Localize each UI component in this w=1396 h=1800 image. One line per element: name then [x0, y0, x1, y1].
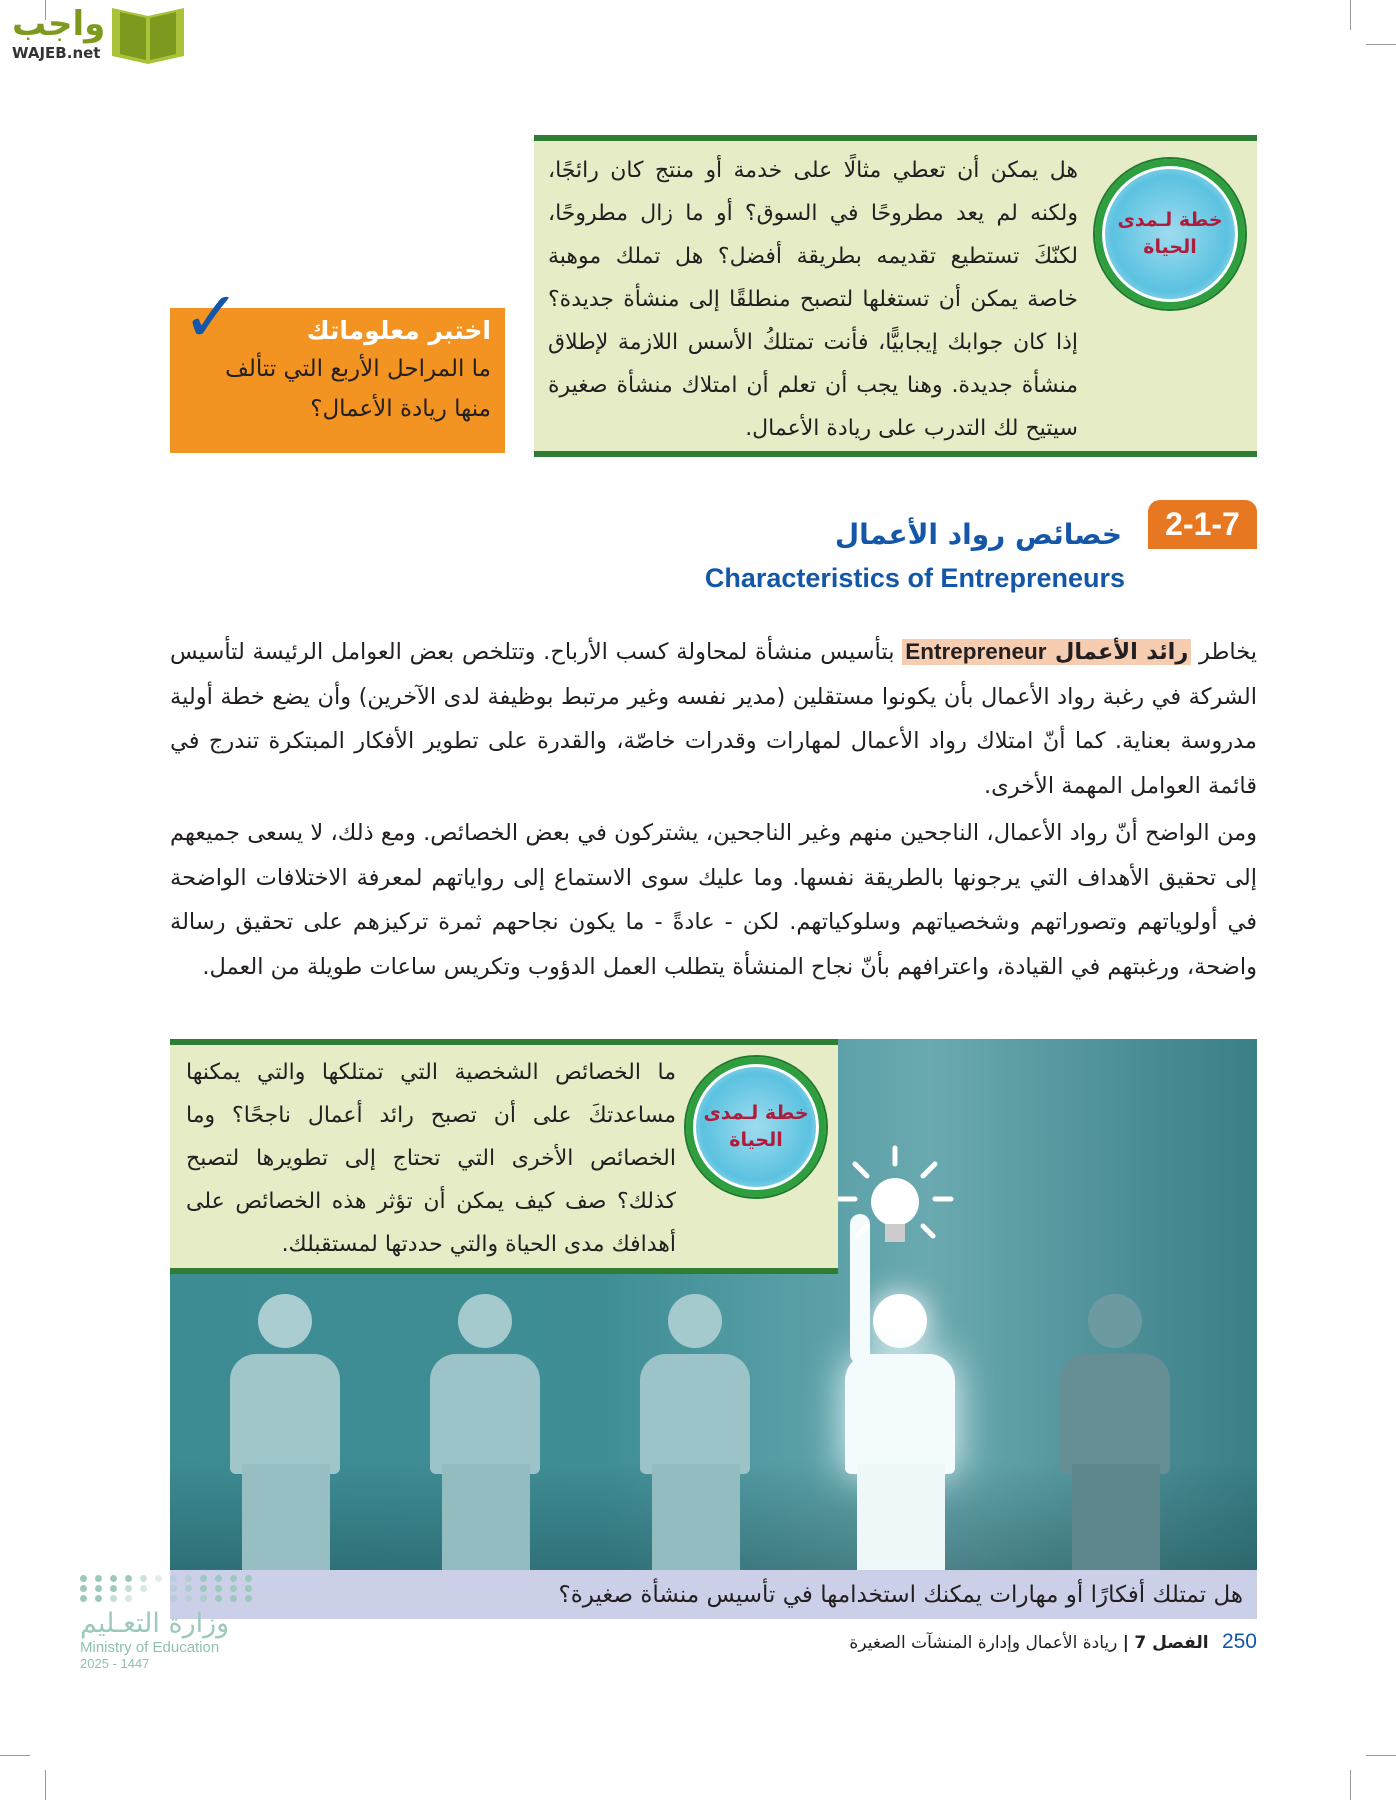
person-figure: [1060, 1294, 1170, 1570]
person-figure: [640, 1294, 750, 1570]
crop-mark: [0, 1755, 30, 1756]
key-term-highlight: [902, 639, 1191, 665]
crop-mark: [1350, 1770, 1351, 1800]
lightbulb-icon: [835, 1144, 955, 1264]
body-paragraph-1: [170, 630, 1257, 808]
badge-line-1: خطة لـمدى: [1117, 209, 1223, 232]
wajeb-logo-english: WAJEB.net: [12, 44, 101, 62]
crop-mark: [1366, 44, 1396, 45]
ministry-year: 2025 - 1447: [80, 1656, 150, 1671]
ministry-name-english: Ministry of Education: [80, 1639, 220, 1656]
book-logo-icon: [108, 6, 188, 64]
lifelong-plan-box-2: [170, 1039, 838, 1274]
ministry-dots-icon: [80, 1575, 255, 1602]
chapter-label: الفصل 7: [1134, 1633, 1209, 1653]
image-caption-question: هل تمتلك أفكارًا أو مهارات يمكنك استخدامها في تأسيس منشأة صغيرة؟: [170, 1570, 1257, 1619]
ministry-of-education-logo: [80, 1575, 255, 1671]
page-number: 250: [1221, 1630, 1257, 1653]
lifelong-plan-text-2: ما الخصائص الشخصية التي تمتلكها والتي يمكنها مساعدتكَ على أن تصبح رائد أعمال ناجحًا؟ وما الخصائص الأخرى التي تحتاج إلى تطويرها لتصبح كذلك؟ صف كيف يمكن أن تؤثر هذه الخصائص على أهدافك مدى الحياة والتي حددتها لمستقبلك.: [186, 1060, 676, 1257]
page-footer: [849, 1630, 1257, 1654]
lifelong-plan-badge: [1095, 159, 1245, 309]
person-figure: [430, 1294, 540, 1570]
chapter-title: ريادة الأعمال وإدارة المنشآت الصغيرة: [849, 1633, 1118, 1653]
section-title-english: Characteristics of Entrepreneurs: [704, 563, 1125, 593]
wajeb-logo-arabic: واجب: [12, 4, 106, 44]
key-term-arabic: رائد الأعمال: [1054, 639, 1189, 665]
lifelong-plan-badge: [686, 1057, 826, 1197]
footer-separator: |: [1122, 1633, 1129, 1653]
section-title-arabic: خصائص رواد الأعمال: [834, 518, 1122, 551]
key-term-english: Entrepreneur: [905, 639, 1047, 664]
checkmark-icon: ✓: [182, 276, 241, 358]
badge-line-1: خطة لـمدى: [703, 1102, 809, 1125]
badge-line-2: الحياة: [1143, 236, 1197, 258]
crop-mark: [45, 1770, 46, 1800]
crop-mark: [1366, 1755, 1396, 1756]
badge-line-2: الحياة: [729, 1129, 783, 1151]
section-number: 2-1-7: [1148, 500, 1257, 549]
person-figure: [230, 1294, 340, 1570]
paragraph-lead: يخاطر: [1199, 639, 1257, 665]
lifelong-plan-text: هل يمكن أن تعطي مثالًا على خدمة أو منتج كان رائجًا، ولكنه لم يعد مطروحًا في السوق؟ أو ما زال مطروحًا، لكنّكَ تستطيع تقديمه بطريقة أفضل؟ هل تملك موهبة خاصة يمكن أن تستغلها لتصبح منطلقًا إلى منشأة جديدة؟ إذا كان جوابك إيجابيًّا، فأنت تمتلكُ الأسس اللازمة لإطلاق منشأة جديدة. وهنا يجب أن تعلم أن امتلاك منشأة صغيرة سيتيح لك التدرب على ريادة الأعمال.: [548, 158, 1078, 441]
crop-mark: [1350, 0, 1351, 30]
lifelong-plan-box: [534, 135, 1257, 457]
test-knowledge-title: اختبر معلوماتك: [306, 316, 491, 345]
body-paragraph-2: ومن الواضح أنّ رواد الأعمال، الناجحين منهم وغير الناجحين، يشتركون في بعض الخصائص. ومع ذلك، لا يسعى جميعهم إلى تحقيق الأهداف التي يرجونها بالطريقة نفسها. وما عليك سوى الاستماع إلى رواياتهم لمعرفة الاختلافات الواضحة في أولوياتهم وتصوراتهم وشخصياتهم وسلوكياتهم. لكن - عادةً - ما يكون نجاحهم ثمرة تركيزهم على تحقيق رسالة واضحة، ورغبتهم في القيادة، واعترافهم بأنّ نجاح المنشأة يتطلب العمل الدؤوب وتكريس ساعات طويلة من العمل.: [170, 820, 1257, 980]
paragraph-rest: بتأسيس منشأة لمحاولة كسب الأرباح. وتتلخص بعض العوامل الرئيسة لتأسيس الشركة في رغبة رواد الأعمال بأن يكونوا مستقلين (مدير نفسه وغير مرتبط بوظيفة لدى الآخرين) وأن يضع خطة أولية مدروسة بعناية. كما أنّ امتلاك رواد الأعمال لمهارات وقدرات خاصّة، والقدرة على تطوير الأفكار المبتكرة تندرج في قائمة العوامل المهمة الأخرى.: [170, 639, 1257, 799]
ministry-name-arabic: وزارة التعـليم: [80, 1608, 230, 1639]
test-knowledge-question: ما المراحل الأربع التي تتألف منها ريادة الأعمال؟: [225, 356, 491, 422]
